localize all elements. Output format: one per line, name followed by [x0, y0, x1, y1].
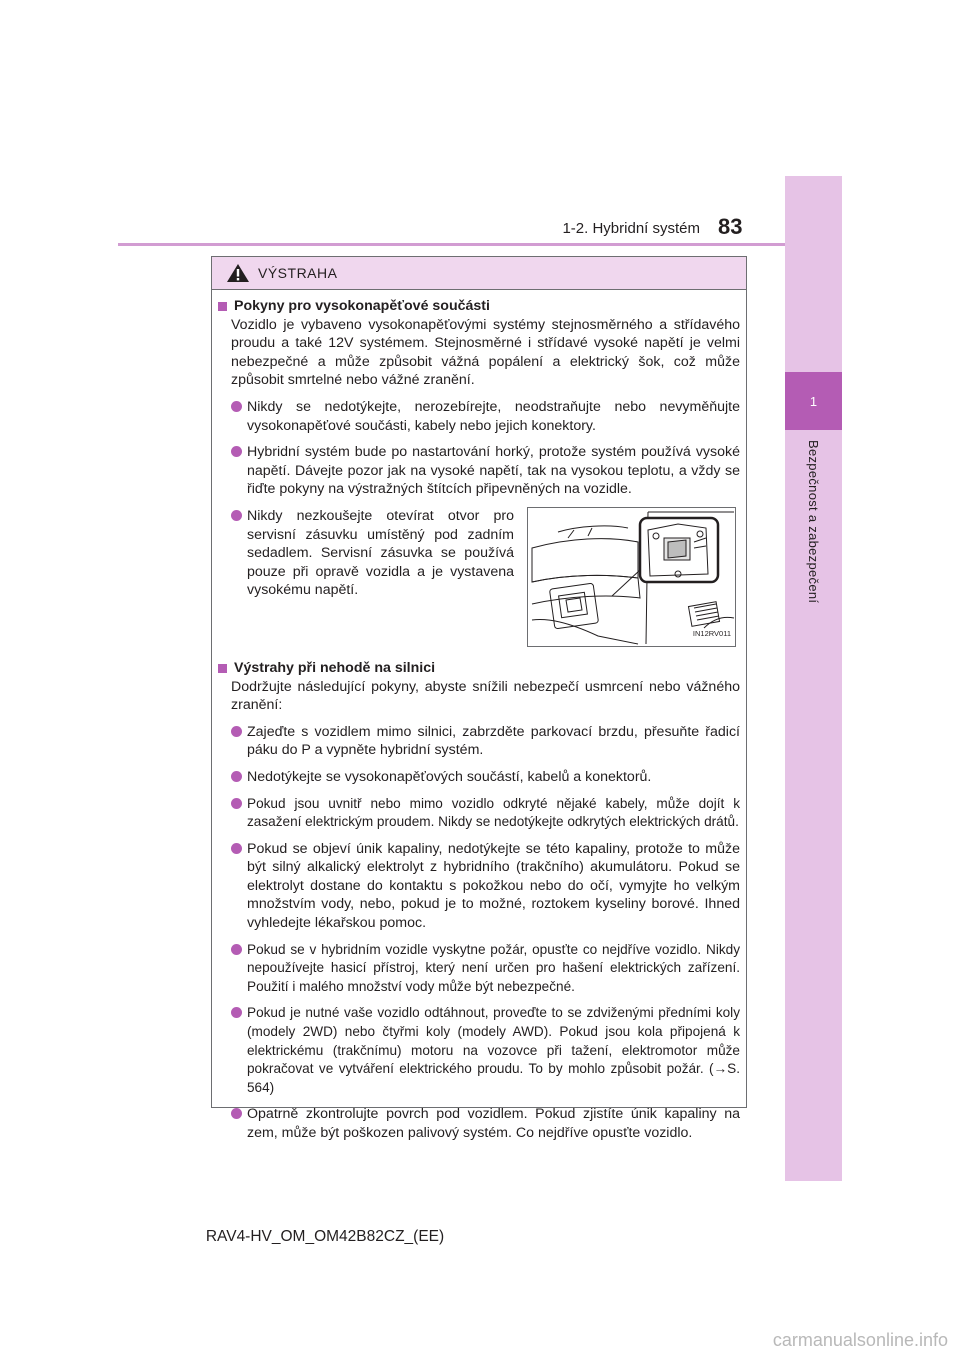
bullet-icon: [231, 843, 242, 854]
bullet-icon: [231, 446, 242, 457]
section-heading: [218, 297, 740, 316]
chapter-number: 1: [809, 393, 818, 409]
list-item-text: Opatrně zkontrolujte povrch pod vozidlem. Pokud zjistíte únik kapaliny na zem, může být poškozen palivový systém. Co nejdříve opusťte vozidlo.: [247, 1106, 740, 1141]
warning-header: [212, 257, 746, 290]
list-item-text: Nedotýkejte se vysokonapěťových součástí, kabelů a konektorů.: [247, 768, 652, 785]
list-item: [218, 768, 740, 787]
square-bullet-icon: [218, 664, 227, 673]
bullet-icon: [231, 510, 242, 521]
list-item-text: Zajeďte s vozidlem mimo silnici, zabrzděte parkovací brzdu, přesuňte řadicí páku do P a vypněte hybridní systém.: [247, 723, 740, 759]
list-item: [218, 795, 740, 832]
header-divider: [118, 243, 785, 246]
chapter-title: [786, 440, 841, 620]
page-number: 83: [718, 214, 743, 239]
list-item-text: Nikdy nezkoušejte otevírat otvor pro servisní zásuvku umístěný pod zadním sedadlem. Servisní zásuvka se používá pouze při opravě vozidla a je vystavena vysokému napětí.: [247, 507, 514, 599]
bullet-icon: [231, 1108, 242, 1119]
warning-box: [211, 256, 747, 1141]
list-item-text: Pokud je nutné vaše vozidlo odtáhnout, proveďte to se zdviženými předními koly (modely 2WD) nebo čtyřmi koly (modely AWD). Pokud jsou kola připojená k elektrickému (trakčnímu) motoru na vozovce při tažení, elektromotor může pokračovat ve vytváření elektrického proudu. To by mohlo způsobit požár. (→S. 564): [247, 1005, 740, 1095]
list-item-text: Nikdy se nedotýkejte, nerozebírejte, neodstraňujte nebo nevyměňujte vysokonapěťové součásti, kabely nebo jejich konektory.: [247, 398, 740, 434]
side-tab: [785, 176, 842, 1181]
list-item-text: Hybridní systém bude po nastartování horký, protože systém používá vysoké napětí. Dávejte pozor jak na vysoké napětí, tak na vysokou teplotu, a vždy se řiďte pokyny na výstražných štítcích připevněných na vozidle.: [247, 444, 740, 498]
list-item: [218, 723, 740, 760]
section-intro: Vozidlo je vybaveno vysokonapěťovými systémy stejnosměrného a střídavého proudu a také 12V systémem. Stejnosměrné i střídavé vysoké napětí je velmi nebezpečné a může způsobit vážná popálení a elektrický šok, což může způsobit smrtelné nebo vážné zranění.: [231, 316, 740, 389]
bullet-icon: [231, 726, 242, 737]
figure-code: IN12RV011: [692, 629, 731, 639]
service-plug-figure: [527, 507, 736, 647]
list-item: [218, 1004, 740, 1097]
bullet-icon: [231, 944, 242, 955]
section-heading: [218, 659, 740, 678]
section-heading-text: Výstrahy při nehodě na silnici: [234, 659, 436, 676]
warning-title: VÝSTRAHA: [258, 265, 338, 281]
square-bullet-icon: [218, 302, 227, 311]
section-title: 1-2. Hybridní systém: [562, 220, 700, 237]
list-item-text: Pokud se objeví únik kapaliny, nedotýkejte se této kapaliny, protože to může být silný alkalický elektrolyt z hybridního (trakčního) akumulátoru. Pokud se elektrolyt dostane do kontaktu s pokožkou nebo do očí, vymyjte ho velkým množstvím vody, nebo, pokud je to možné, roztokem kyseliny borové. Ihned vyhledejte lékařskou pomoc.: [247, 840, 740, 932]
list-item: [218, 840, 740, 933]
section-heading-text: Pokyny pro vysokonapěťové součásti: [234, 298, 490, 314]
chapter-title-text: Bezpečnost a zabezpečení: [806, 440, 821, 604]
watermark[interactable]: carmanualsonline.info: [772, 1330, 948, 1350]
list-item: [218, 941, 740, 997]
bullet-icon: [231, 771, 242, 782]
list-item-text: Pokud jsou uvnitř nebo mimo vozidlo odkryté nějaké kabely, může dojít k zasažení elektrickým proudem. Nikdy se nedotýkejte odkrytých elektrických drátů.: [247, 795, 740, 830]
bullet-icon: [231, 798, 242, 809]
list-item: [218, 1105, 740, 1142]
section-intro: Dodržujte následující pokyny, abyste snížili nebezpečí usmrcení nebo vážného zranění:: [231, 678, 740, 714]
list-item: [218, 443, 740, 499]
list-item-text: Pokud se v hybridním vozidle vyskytne požár, opusťte co nejdříve vozidlo. Nikdy nepoužívejte hasicí přístroj, který není určen pro hašení elektrických zařízení. Použití i malého množství vody může být nebezpečné.: [247, 941, 740, 994]
list-item: [218, 398, 740, 435]
manual-code: RAV4-HV_OM_OM42B82CZ_(EE): [205, 1228, 445, 1245]
warning-triangle-icon: [226, 263, 250, 283]
warning-body: [212, 290, 746, 1143]
bullet-icon: [231, 401, 242, 412]
bullet-icon: [231, 1007, 242, 1018]
list-item-with-figure: [218, 507, 740, 647]
